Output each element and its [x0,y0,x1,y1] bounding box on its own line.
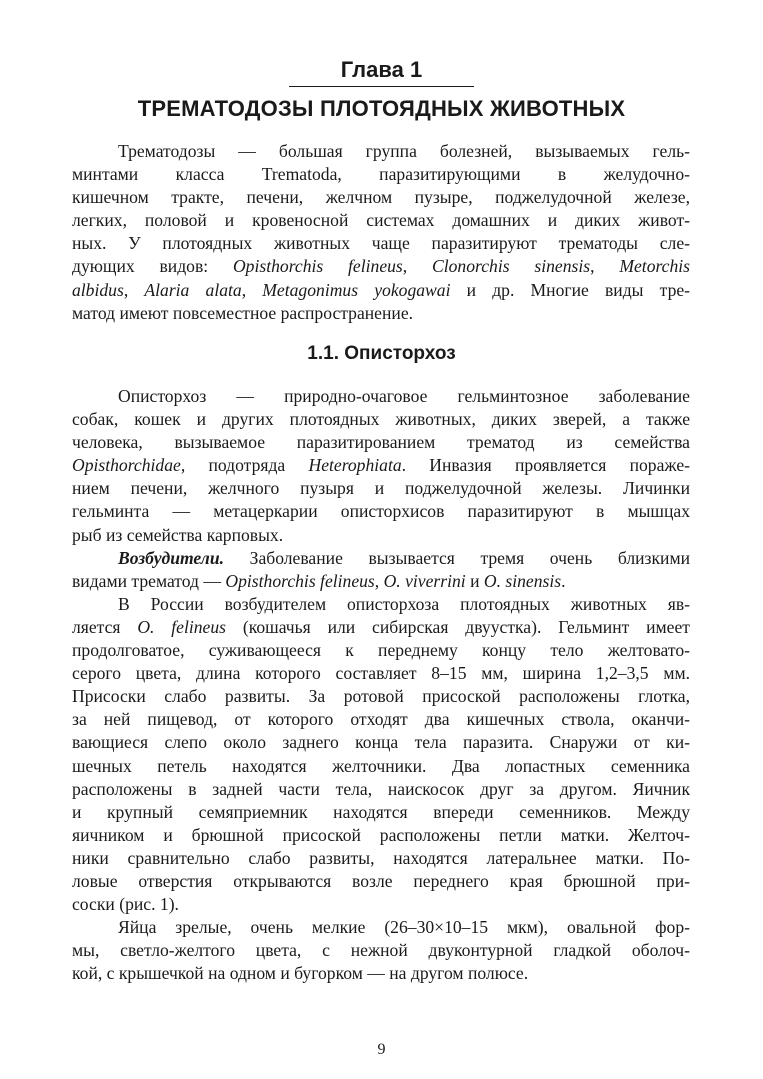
text-line: Трематодозы — большая группа болезней, вызываемых гель- [118,141,690,161]
chapter-title: ТРЕМАТОДОЗЫ ПЛОТОЯДНЫХ ЖИВОТНЫХ [137,96,626,121]
text-line: человека, вызываемое паразитированием трематод из семейства [72,432,690,453]
intro-paragraph [72,140,690,325]
text-line: расположены в задней части тела, наискосок друг за другом. Яичник [72,778,690,799]
text-line: собак, кошек и других плотоядных животных, диких зверей, а также [72,409,690,430]
text-line: рыб из семейства карповых. [72,524,284,545]
text-line: Присоски слабо развиты. За ротовой присоской расположены глотка, [72,686,690,707]
text-line: гельминта — метацеркарии описторхисов паразитируют в мышцах [72,501,690,522]
text-line: Opisthorchidae, подотряда Heterophiata. Инвазия проявляется пораже- [72,455,690,476]
text-line: серого цвета, длина которого составляет 8–15 мм, ширина 1,2–3,5 мм. [72,663,690,684]
text-line: Яйца зрелые, очень мелкие (26–30×10–15 мкм), овальной фор- [118,917,690,938]
text-line: ных. У плотоядных животных чаще паразитируют трематоды сле- [72,233,690,254]
text-line: кой, с крышечкой на одном и бугорком — на другом полюсе. [72,963,529,984]
chapter-underline [289,86,474,87]
text-line: albidus, Alaria alata, Metagonimus yokogawai и др. Многие виды тре- [72,279,691,300]
text-line: минтами класса Trematoda, паразитирующими в желудочно- [72,164,690,185]
subheading-pathogens: Возбудители. [118,547,225,568]
section-body [72,385,690,985]
text-line: дующих видов: Opisthorchis felineus, Clonorchis sinensis, Metorchis [72,256,691,277]
text-line: В России возбудителем описторхоза плотоядных животных яв- [118,593,690,614]
text-line: вающиеся слепо около заднего конца тела паразита. Снаружи от ки- [72,732,690,753]
text-line: яичником и брюшной присоской расположены петли матки. Желточ- [72,824,690,845]
text-line: и крупный семяприемник находятся впереди семенников. Между [72,801,690,822]
text-line: шечных петель находятся желточники. Два лопастных семенника [72,755,690,776]
text-line: матод имеют повсеместное распространение. [72,302,414,323]
text-line: за ней пищевод, от которого отходят два кишечных ствола, оканчи- [72,709,690,730]
text-line: кишечном тракте, печени, желчном пузыре, поджелудочной железе, [72,187,690,208]
text-line: ники сравнительно слабо развиты, находятся латеральнее матки. По- [72,847,690,868]
text-line: соски (рис. 1). [72,894,179,915]
text-line: мы, светло-желтого цвета, с нежной двуконтурной гладкой оболоч- [72,940,690,961]
page-number: 9 [377,1041,386,1058]
text-line: ловые отверстия открываются возле переднего края брюшной при- [72,870,690,891]
text-line: легких, половой и кровеносной системах домашних и диких живот- [72,210,690,231]
text-line: видами трематод — Opisthorchis felineus, O. viverrini и O. sinensis. [72,570,566,591]
chapter-label: Глава 1 [340,57,423,82]
text-line: продолговатое, суживающееся к переднему концу тело желтовато- [72,640,690,661]
text-line: Возбудители. Заболевание вызывается тремя очень близкими [118,547,690,568]
text-line: Описторхоз — природно-очаговое гельминтозное заболевание [118,386,690,406]
text-line: ляется O. felineus (кошачья или сибирская двуустка). Гельминт имеет [72,616,690,637]
text-line: нием печени, желчного пузыря и поджелудочной железы. Личинки [72,478,690,499]
section-title: 1.1. Описторхоз [307,343,456,364]
